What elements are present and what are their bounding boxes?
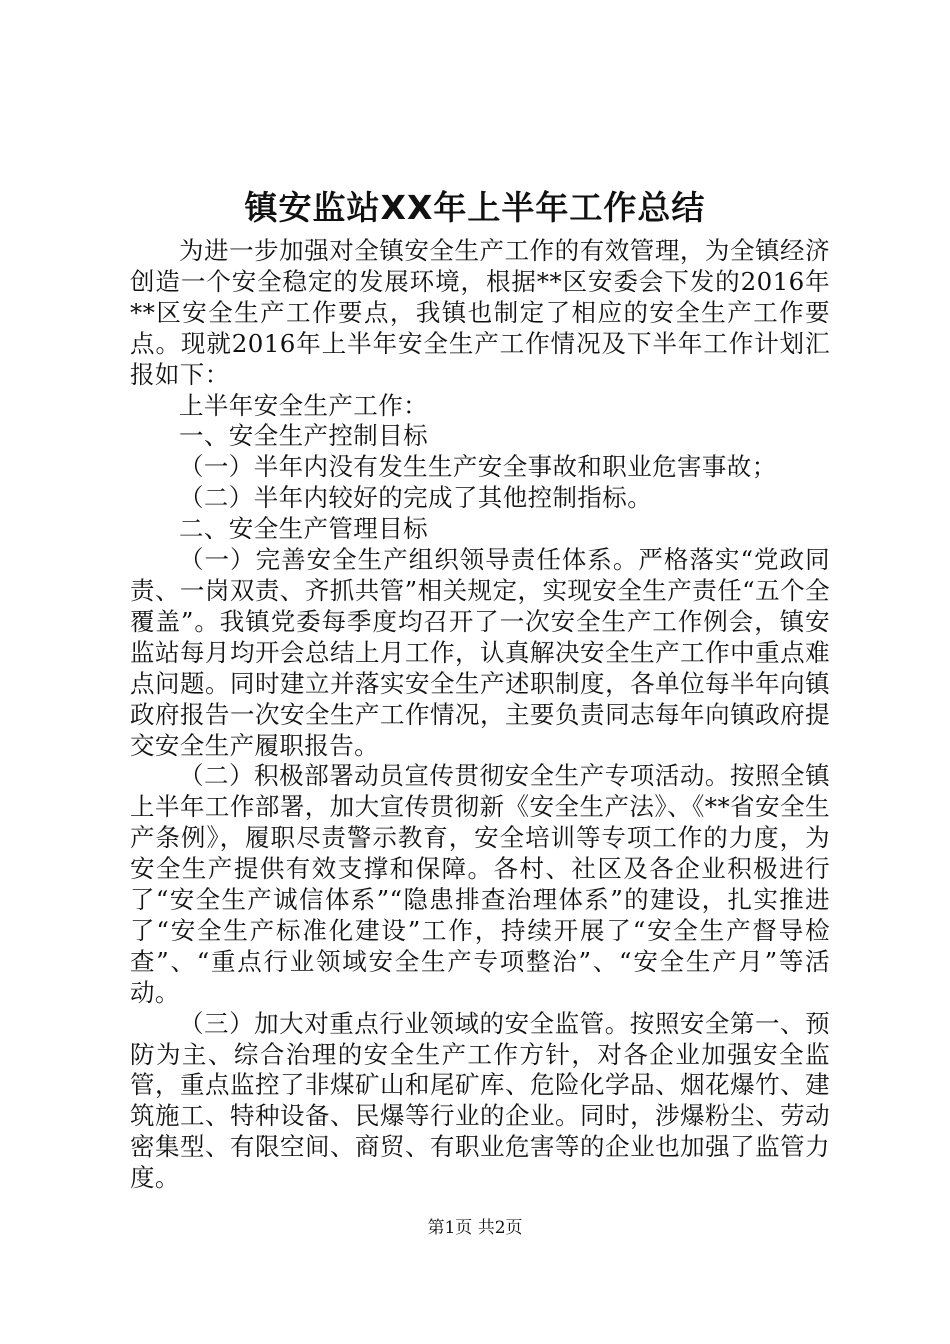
paragraph-intro: 为进一步加强对全镇安全生产工作的有效管理，为全镇经济创造一个安全稳定的发展环境，根据**区安委会下发的2016年**区安全生产工作要点，我镇也制定了相应的安全生产工作要点。现就2016年上半年安全生产工作情况及下半年工作计划汇报如下： (130, 236, 830, 389)
page-footer: 第1页 共2页 (427, 1218, 523, 1238)
paragraph-management-item-3: （三）加大对重点行业领域的安全监管。按照安全第一、预防为主、综合治理的安全生产工作方针，对各企业加强安全监管，重点监控了非煤矿山和尾矿库、危险化学品、烟花爆竹、建筑施工、特种设备、民爆等行业的企业。同时，涉爆粉尘、劳动密集型、有限空间、商贸、有职业危害等的企业也加强了监管力度。 (130, 1008, 830, 1193)
paragraph-control-item-2: （二）半年内较好的完成了其他控制指标。 (179, 483, 653, 513)
document-title: 镇安监站XX年上半年工作总结 (244, 188, 706, 227)
paragraph-management-item-2: （二）积极部署动员宣传贯彻安全生产专项活动。按照全镇上半年工作部署，加大宣传贯彻新《安全生产法》、《**省安全生产条例》，履职尽责警示教育，安全培训等专项工作的力度，为安全生产提供有效支撑和保障。各村、社区及各企业积极进行了“安全生产诚信体系”“隐患排查治理体系”的建设，扎实推进了“安全生产标准化建设”工作，持续开展了“安全生产督导检查”、“重点行业领域安全生产专项整治”、“安全生产月”等活动。 (130, 761, 830, 1007)
document-body (130, 236, 830, 1194)
paragraph-section-intro: 上半年安全生产工作： (179, 390, 428, 420)
heading-management-targets: 二、安全生产管理目标 (179, 514, 428, 544)
paragraph-management-item-1: （一）完善安全生产组织领导责任体系。严格落实“党政同责、一岗双责、齐抓共管”相关规定，实现安全生产责任“五个全覆盖”。我镇党委每季度均召开了一次安全生产工作例会，镇安监站每月均开会总结上月工作，认真解决安全生产工作中重点难点问题。同时建立并落实安全生产述职制度，各单位每半年向镇政府报告一次安全生产工作情况，主要负责同志每年向镇政府提交安全生产履职报告。 (130, 545, 830, 760)
heading-control-targets: 一、安全生产控制目标 (179, 421, 428, 451)
paragraph-control-item-1: （一）半年内没有发生生产安全事故和职业危害事故； (179, 452, 777, 482)
